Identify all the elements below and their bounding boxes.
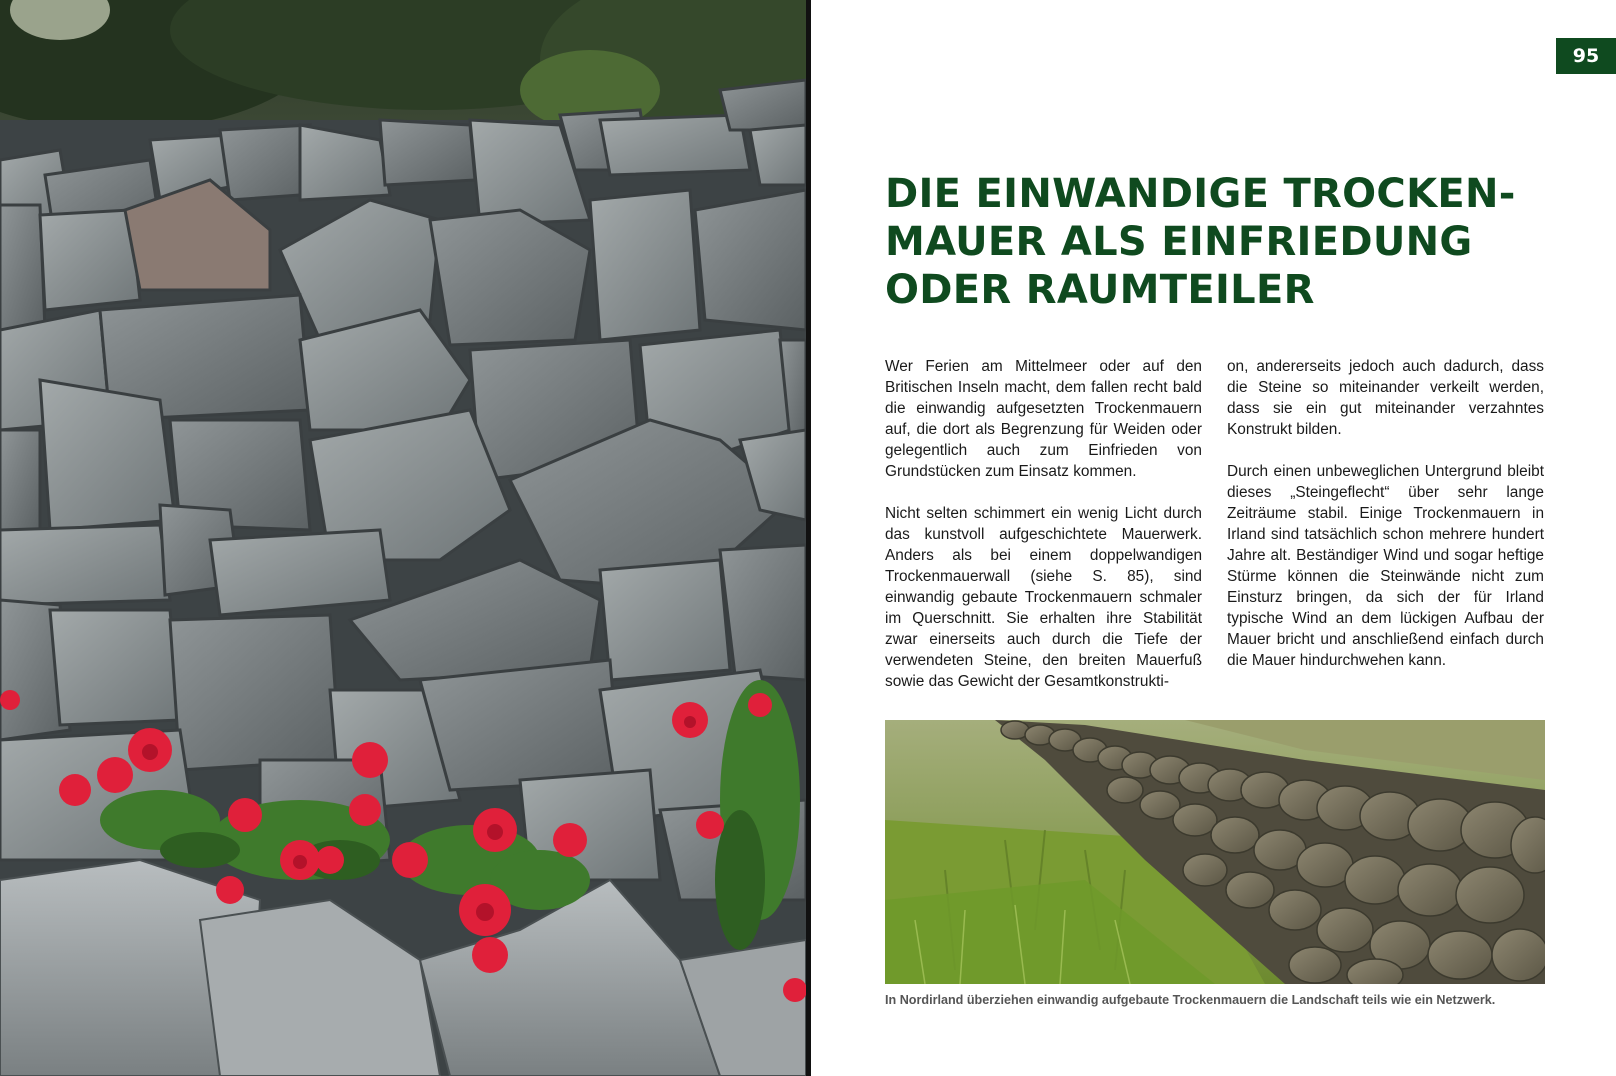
paragraph: on, andererseits jedoch auch dadurch, dass die Steine so miteinander verkeilt werden, dass sie ein gut miteinander verzahntes Konstrukt bilden. [1227,358,1544,438]
landscape-wall-photo [885,720,1545,984]
page-number-badge: 95 [1556,38,1616,74]
paragraph: Wer Ferien am Mittelmeer oder auf den Britischen Inseln macht, dem fallen recht bald die einwandig aufgesetzten Trockenmauern auf, die dort als Begrenzung für Weiden oder gelegentlich auch zum Einfrieden von Grundstücken zum Einsatz kommen. [885,358,1202,480]
text-column-right [1227,356,1544,692]
heading-line-2: MAUER ALS EINFRIEDUNG [885,219,1473,265]
heading-line-3: ODER RAUMTEILER [885,267,1315,313]
photo-caption: In Nordirland überziehen einwandig aufgebaute Trockenmauern die Landschaft teils wie ein Netzwerk. [885,993,1496,1007]
paragraph: Nicht selten schimmert ein wenig Licht durch das kunstvoll aufgeschichtete Mauerwerk. Anders als bei einem doppelwandigen Trockenmauerwall (siehe S. 85), sind einwandig gebaute Trockenmauern schmaler im Querschnitt. Sie erhalten ihre Stabilität zwar einerseits auch durch die Tiefe der verwendeten Steine, den breiten Mauerfuß sowie das Gewicht der Gesamtkonstrukti- [885,505,1202,690]
text-column-left [885,356,1202,713]
stone-wall-photo [0,0,806,1076]
paragraph: Durch einen unbeweglichen Untergrund bleibt dieses „Steingeflecht“ über sehr lange Zeiträume stabil. Einige Trockenmauern in Irland sind tatsächlich schon mehrere hundert Jahre alt. Beständiger Wind und sogar heftige Stürme können die Steinwände nicht zum Einsturz bringen, da sich der für Irland typische Wind an dem lückigen Aufbau der Mauer bricht und anschließend einfach durch die Mauer hindurchwehen kann. [1227,463,1544,669]
heading-line-1: DIE EINWANDIGE TROCKEN- [885,171,1516,217]
page-gutter [806,0,811,1076]
chapter-heading [885,170,1525,314]
